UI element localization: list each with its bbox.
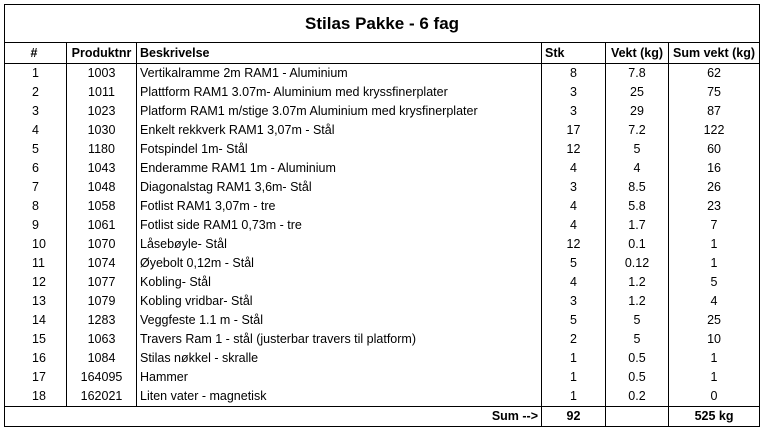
cell-stk: 1 xyxy=(542,349,606,368)
sum-stk: 92 xyxy=(542,407,606,427)
cell-produktnr: 1283 xyxy=(67,311,137,330)
table-row xyxy=(5,102,760,121)
cell-vekt: 0.2 xyxy=(606,387,669,407)
table-row xyxy=(5,292,760,311)
cell-beskrivelse: Travers Ram 1 - stål (justerbar travers til platform) xyxy=(137,330,542,349)
table-row xyxy=(5,387,760,407)
cell-produktnr: 1180 xyxy=(67,140,137,159)
cell-sum-vekt: 26 xyxy=(669,178,760,197)
cell-produktnr: 1011 xyxy=(67,83,137,102)
table-row xyxy=(5,254,760,273)
cell-beskrivelse: Vertikalramme 2m RAM1 - Aluminium xyxy=(137,64,542,84)
cell-beskrivelse: Veggfeste 1.1 m - Stål xyxy=(137,311,542,330)
cell-produktnr: 1070 xyxy=(67,235,137,254)
cell-num: 16 xyxy=(5,349,67,368)
cell-beskrivelse: Kobling- Stål xyxy=(137,273,542,292)
cell-num: 14 xyxy=(5,311,67,330)
cell-num: 13 xyxy=(5,292,67,311)
cell-stk: 2 xyxy=(542,330,606,349)
cell-beskrivelse: Fotlist side RAM1 0,73m - tre xyxy=(137,216,542,235)
cell-stk: 3 xyxy=(542,102,606,121)
cell-stk: 5 xyxy=(542,254,606,273)
table-row xyxy=(5,197,760,216)
table-row xyxy=(5,273,760,292)
cell-stk: 4 xyxy=(542,159,606,178)
table-row xyxy=(5,311,760,330)
cell-vekt: 0.1 xyxy=(606,235,669,254)
cell-beskrivelse: Plattform RAM1 3.07m- Aluminium med kryssfinerplater xyxy=(137,83,542,102)
cell-beskrivelse: Øyebolt 0,12m - Stål xyxy=(137,254,542,273)
cell-num: 11 xyxy=(5,254,67,273)
cell-sum-vekt: 4 xyxy=(669,292,760,311)
cell-sum-vekt: 23 xyxy=(669,197,760,216)
table-row xyxy=(5,83,760,102)
sum-label: Sum --> xyxy=(137,407,542,427)
cell-sum-vekt: 5 xyxy=(669,273,760,292)
table-row xyxy=(5,235,760,254)
cell-beskrivelse: Diagonalstag RAM1 3,6m- Stål xyxy=(137,178,542,197)
cell-sum-vekt: 1 xyxy=(669,235,760,254)
cell-sum-vekt: 122 xyxy=(669,121,760,140)
cell-stk: 1 xyxy=(542,387,606,407)
cell-stk: 3 xyxy=(542,292,606,311)
cell-vekt: 5 xyxy=(606,140,669,159)
cell-produktnr: 1084 xyxy=(67,349,137,368)
sum-empty-3 xyxy=(606,407,669,427)
cell-num: 18 xyxy=(5,387,67,407)
cell-stk: 1 xyxy=(542,368,606,387)
header-row xyxy=(5,43,760,64)
cell-produktnr: 1074 xyxy=(67,254,137,273)
cell-produktnr: 1058 xyxy=(67,197,137,216)
cell-sum-vekt: 1 xyxy=(669,368,760,387)
cell-num: 7 xyxy=(5,178,67,197)
cell-vekt: 5.8 xyxy=(606,197,669,216)
cell-num: 12 xyxy=(5,273,67,292)
cell-vekt: 1.2 xyxy=(606,292,669,311)
cell-beskrivelse: Enderamme RAM1 1m - Aluminium xyxy=(137,159,542,178)
cell-stk: 4 xyxy=(542,197,606,216)
cell-produktnr: 164095 xyxy=(67,368,137,387)
sum-total-weight: 525 kg xyxy=(669,407,760,427)
cell-beskrivelse: Stilas nøkkel - skralle xyxy=(137,349,542,368)
table-row xyxy=(5,349,760,368)
cell-num: 4 xyxy=(5,121,67,140)
cell-produktnr: 1063 xyxy=(67,330,137,349)
header-beskrivelse: Beskrivelse xyxy=(137,43,542,64)
product-table xyxy=(4,4,760,427)
cell-sum-vekt: 16 xyxy=(669,159,760,178)
cell-beskrivelse: Låsebøyle- Stål xyxy=(137,235,542,254)
cell-stk: 5 xyxy=(542,311,606,330)
cell-num: 10 xyxy=(5,235,67,254)
cell-beskrivelse: Enkelt rekkverk RAM1 3,07m - Stål xyxy=(137,121,542,140)
cell-stk: 12 xyxy=(542,140,606,159)
cell-num: 9 xyxy=(5,216,67,235)
cell-vekt: 7.8 xyxy=(606,64,669,84)
page-title: Stilas Pakke - 6 fag xyxy=(5,5,760,43)
cell-vekt: 0.5 xyxy=(606,368,669,387)
cell-stk: 12 xyxy=(542,235,606,254)
cell-num: 5 xyxy=(5,140,67,159)
cell-beskrivelse: Fotspindel 1m- Stål xyxy=(137,140,542,159)
cell-vekt: 0.12 xyxy=(606,254,669,273)
cell-num: 6 xyxy=(5,159,67,178)
cell-vekt: 25 xyxy=(606,83,669,102)
cell-beskrivelse: Liten vater - magnetisk xyxy=(137,387,542,407)
header-num: # xyxy=(5,43,67,64)
cell-stk: 3 xyxy=(542,178,606,197)
cell-beskrivelse: Kobling vridbar- Stål xyxy=(137,292,542,311)
table-row xyxy=(5,216,760,235)
cell-stk: 8 xyxy=(542,64,606,84)
cell-vekt: 5 xyxy=(606,311,669,330)
sum-row xyxy=(5,407,760,427)
cell-produktnr: 1043 xyxy=(67,159,137,178)
cell-stk: 4 xyxy=(542,216,606,235)
cell-num: 2 xyxy=(5,83,67,102)
cell-num: 8 xyxy=(5,197,67,216)
cell-produktnr: 1023 xyxy=(67,102,137,121)
table-row xyxy=(5,121,760,140)
cell-vekt: 4 xyxy=(606,159,669,178)
cell-vekt: 5 xyxy=(606,330,669,349)
cell-vekt: 8.5 xyxy=(606,178,669,197)
header-produktnr: Produktnr xyxy=(67,43,137,64)
cell-sum-vekt: 0 xyxy=(669,387,760,407)
table-row xyxy=(5,140,760,159)
cell-num: 3 xyxy=(5,102,67,121)
cell-sum-vekt: 1 xyxy=(669,254,760,273)
cell-stk: 17 xyxy=(542,121,606,140)
cell-num: 1 xyxy=(5,64,67,84)
sum-empty-1 xyxy=(5,407,67,427)
cell-sum-vekt: 62 xyxy=(669,64,760,84)
cell-sum-vekt: 87 xyxy=(669,102,760,121)
cell-beskrivelse: Fotlist RAM1 3,07m - tre xyxy=(137,197,542,216)
cell-produktnr: 1079 xyxy=(67,292,137,311)
cell-produktnr: 1003 xyxy=(67,64,137,84)
cell-vekt: 1.7 xyxy=(606,216,669,235)
cell-stk: 3 xyxy=(542,83,606,102)
cell-sum-vekt: 60 xyxy=(669,140,760,159)
cell-sum-vekt: 25 xyxy=(669,311,760,330)
header-stk: Stk xyxy=(542,43,606,64)
table-row xyxy=(5,368,760,387)
cell-produktnr: 1077 xyxy=(67,273,137,292)
table-row xyxy=(5,64,760,84)
cell-vekt: 1.2 xyxy=(606,273,669,292)
cell-vekt: 7.2 xyxy=(606,121,669,140)
cell-produktnr: 162021 xyxy=(67,387,137,407)
cell-beskrivelse: Platform RAM1 m/stige 3.07m Aluminium med krysfinerplater xyxy=(137,102,542,121)
cell-stk: 4 xyxy=(542,273,606,292)
cell-vekt: 0.5 xyxy=(606,349,669,368)
cell-produktnr: 1048 xyxy=(67,178,137,197)
cell-produktnr: 1061 xyxy=(67,216,137,235)
cell-sum-vekt: 1 xyxy=(669,349,760,368)
table-row xyxy=(5,159,760,178)
cell-num: 15 xyxy=(5,330,67,349)
header-vekt: Vekt (kg) xyxy=(606,43,669,64)
table-row xyxy=(5,178,760,197)
cell-produktnr: 1030 xyxy=(67,121,137,140)
table-row xyxy=(5,330,760,349)
cell-sum-vekt: 75 xyxy=(669,83,760,102)
cell-num: 17 xyxy=(5,368,67,387)
cell-vekt: 29 xyxy=(606,102,669,121)
cell-sum-vekt: 10 xyxy=(669,330,760,349)
sum-empty-2 xyxy=(67,407,137,427)
cell-beskrivelse: Hammer xyxy=(137,368,542,387)
header-sum-vekt: Sum vekt (kg) xyxy=(669,43,760,64)
cell-sum-vekt: 7 xyxy=(669,216,760,235)
